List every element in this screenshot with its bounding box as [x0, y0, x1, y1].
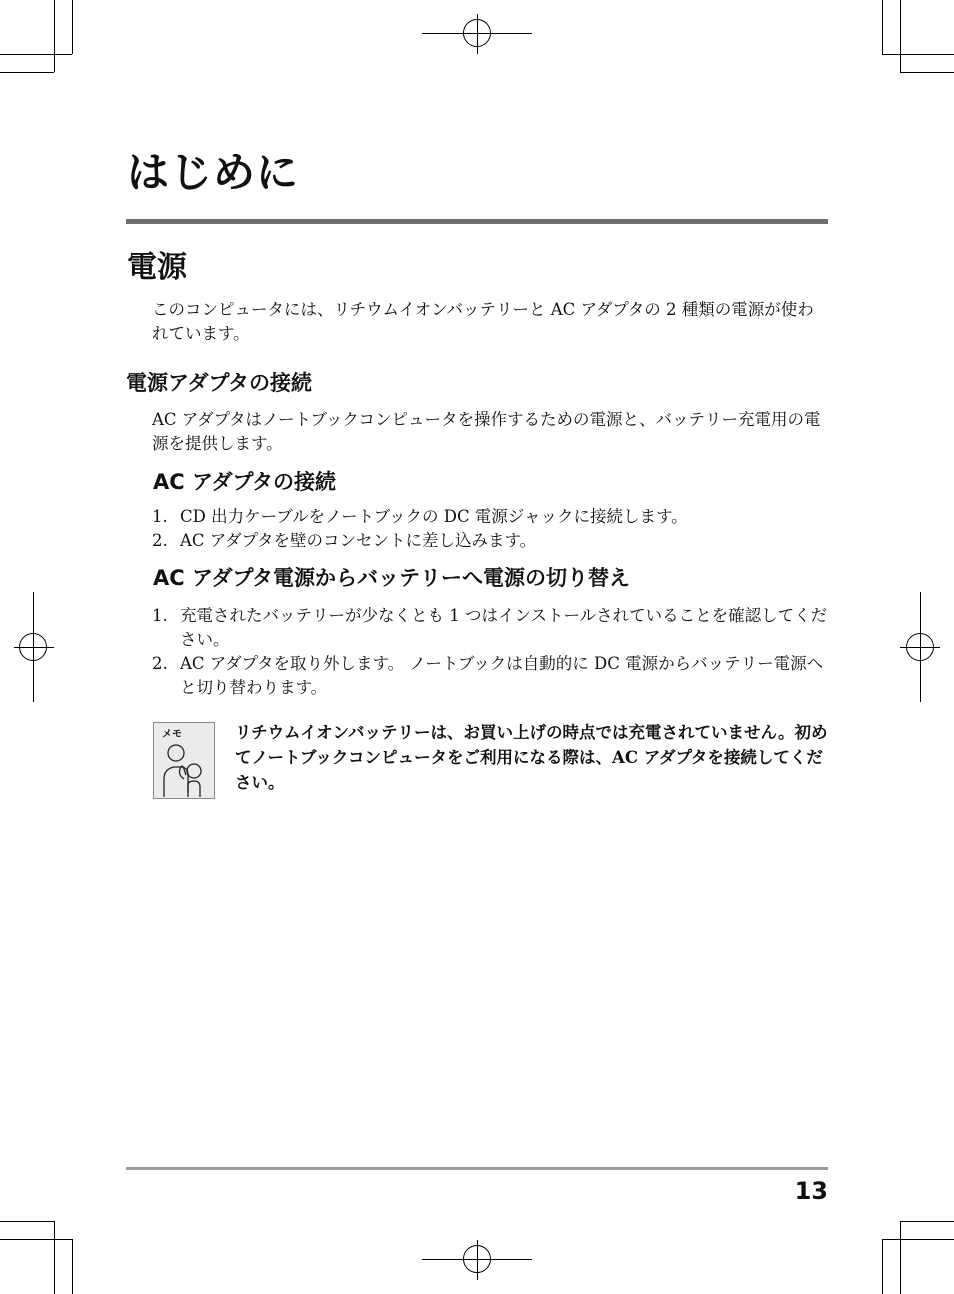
subsection-heading: 電源アダプタの接続: [126, 371, 313, 395]
footer-rule: [126, 1167, 828, 1170]
crop-mark: [0, 1221, 54, 1222]
connect-steps: [152, 505, 828, 553]
switch-heading: AC アダプタ電源からバッテリーへ電源の切り替え: [153, 566, 631, 590]
crop-mark: [882, 0, 883, 54]
memo-label: メモ: [162, 729, 182, 740]
list-item: [152, 604, 828, 652]
list-item: [152, 652, 828, 700]
step-number: 2.: [152, 531, 168, 550]
crop-mark: [54, 1221, 55, 1294]
registration-circle: [19, 633, 47, 661]
registration-circle: [463, 1245, 491, 1273]
step-number: 1.: [152, 507, 168, 526]
step-text: AC アダプタを取り外します。 ノートブックは自動的に DC 電源からバッテリー電源へと切り替わります。: [180, 654, 824, 697]
memo-text: リチウムイオンバッテリーは、お買い上げの時点では充電されていません。初めてノートブックコンピュータをご利用になる際は、AC アダプタを接続してください。: [235, 723, 828, 792]
crop-mark: [0, 72, 54, 73]
page-number: 13: [794, 1177, 828, 1205]
crop-mark: [0, 1239, 72, 1240]
crop-mark: [882, 54, 954, 55]
subsection-body: AC アダプタはノートブックコンピュータを操作するための電源と、バッテリー充電用の電源を提供します。: [152, 410, 821, 453]
crop-mark: [900, 0, 901, 72]
step-text: CD 出力ケーブルをノートブックの DC 電源ジャックに接続します。: [180, 507, 688, 526]
crop-mark: [900, 1221, 954, 1222]
crop-mark: [72, 0, 73, 54]
memo-icon: [153, 722, 215, 799]
step-number: 2.: [152, 654, 168, 673]
step-text: AC アダプタを壁のコンセントに差し込みます。: [180, 531, 537, 550]
crop-mark: [900, 72, 954, 73]
list-item: [152, 529, 828, 553]
switch-steps: [152, 604, 828, 700]
registration-circle: [906, 633, 934, 661]
section-body: このコンピュータには、リチウムイオンバッテリーと AC アダプタの 2 種類の電源が使われています。: [152, 300, 814, 343]
step-number: 1.: [152, 606, 168, 625]
person-thinking-icon: [154, 723, 214, 798]
registration-circle: [463, 19, 491, 47]
crop-mark: [882, 1239, 883, 1294]
step-text: 充電されたバッテリーが少なくとも 1 つはインストールされていることを確認してください。: [180, 606, 828, 649]
list-item: [152, 505, 828, 529]
page-title: はじめに: [127, 148, 300, 197]
crop-mark: [900, 1221, 901, 1294]
title-rule: [126, 219, 828, 224]
crop-mark: [54, 0, 55, 72]
section-heading: 電源: [127, 250, 187, 285]
crop-mark: [72, 1239, 73, 1294]
connect-heading: AC アダプタの接続: [153, 470, 337, 494]
crop-mark: [882, 1239, 954, 1240]
crop-mark: [0, 54, 72, 55]
